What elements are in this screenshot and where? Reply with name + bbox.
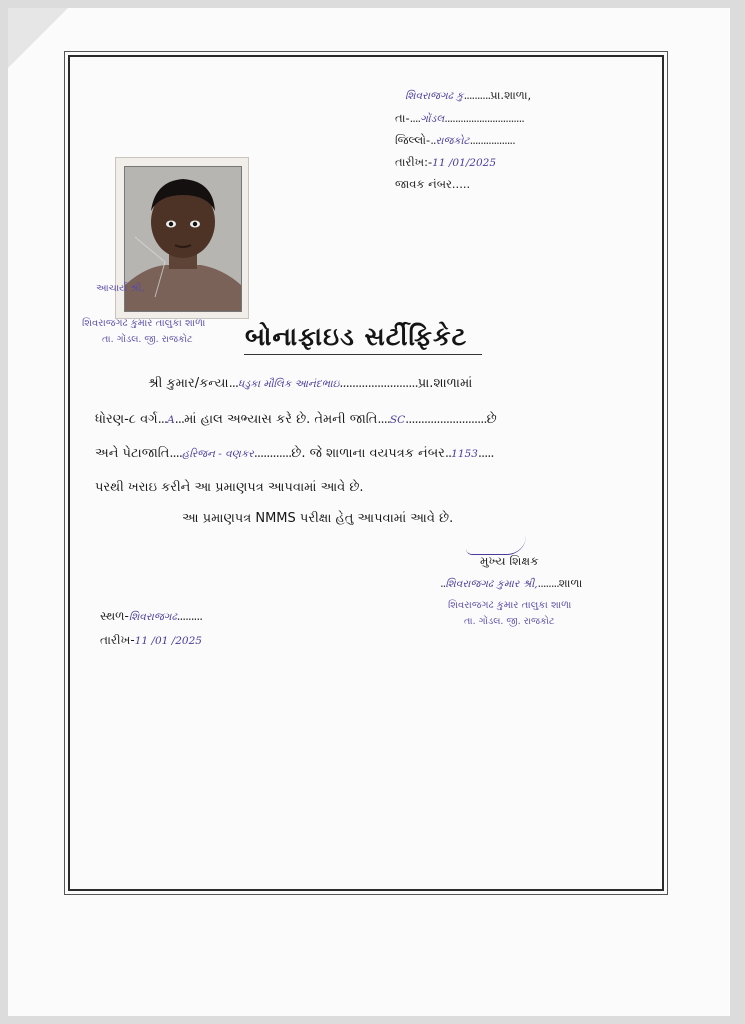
header-date-line bbox=[395, 155, 496, 170]
body-line-2: ધોરણ-૮ વર્ગ...A...માં હાલ અભ્યાસ કરે છે. તેમની જાતિ....SC..........................છે bbox=[95, 412, 497, 427]
signature-stamp-line1: શિવરાજગઢ કુમાર તાલુકા શાળા bbox=[448, 600, 572, 611]
body-l3-mid: છે. જે શાળાના વયપત્રક નંબર bbox=[291, 446, 445, 461]
signature-stamp-line2: તા. ગોંડલ. જી. રાજકોટ bbox=[464, 616, 555, 627]
footer-date-handwritten: 11 /01 /2025 bbox=[134, 635, 202, 647]
header-school-handwritten: શિવરાજગઢ કુ bbox=[405, 90, 464, 102]
body-line-1: શ્રી કુમાર/કન્યા...ધડુકા મૌલિક આનંદભાઇ.........................પ્રા.શાળામાં bbox=[148, 376, 473, 391]
header-district-line: જિલ્લો-..રાજકોટ................. bbox=[395, 133, 515, 147]
head-teacher-title: મુખ્ય શિક્ષક bbox=[480, 554, 539, 568]
photo-sign-text: આચાર્ય શ્રી, bbox=[96, 283, 145, 294]
photo-signature bbox=[96, 283, 145, 294]
student-name-handwritten: ધડુકા મૌલિક આનંદભાઇ bbox=[238, 378, 340, 390]
certificate-title: બોનાફાઇડ સર્ટીફિકેટ bbox=[245, 322, 468, 351]
header-taluka-label: તા- bbox=[395, 111, 410, 125]
signature-school-suffix: શાળા bbox=[558, 576, 583, 590]
footer-place-handwritten: શિવરાજગઢ bbox=[128, 611, 177, 623]
footer-place-line: સ્થળ-શિવરાજગઢ......... bbox=[100, 609, 203, 623]
header-district-handwritten: રાજકોટ bbox=[435, 135, 470, 147]
body-l3-prefix: અને પેટાજાતિ bbox=[95, 446, 170, 461]
header-taluka-line: તા-....ગોંડલ.............................. bbox=[395, 111, 524, 125]
title-underline bbox=[244, 354, 482, 355]
body-line-3: અને પેટાજાતિ....હરિજન - વણકર............છે. જે શાળાના વયપત્રક નંબર..1153..... bbox=[95, 446, 494, 461]
body-l2-mid: માં હાલ અભ્યાસ કરે છે. તેમની જાતિ bbox=[184, 412, 378, 427]
scan-shadow bbox=[8, 8, 68, 68]
student-photo bbox=[115, 157, 249, 319]
caste-handwritten: SC bbox=[389, 414, 406, 426]
header-date-handwritten: 11 /01/2025 bbox=[432, 157, 497, 169]
footer-date-line bbox=[100, 633, 202, 648]
footer-place-label: સ્થળ- bbox=[100, 609, 129, 623]
header-outward-number: જાવક નંબર..... bbox=[395, 177, 471, 191]
header-taluka-handwritten: ગોંડલ bbox=[420, 113, 445, 125]
header-school-line: શિવરાજગઢ કુ..........પ્રા.શાળા, bbox=[405, 88, 532, 102]
body-line-4: પરથી ખરાઇ કરીને આ પ્રમાણપત્ર આપવામાં આવે છે. bbox=[95, 480, 364, 495]
header-district-label: જિલ્લો- bbox=[395, 133, 431, 147]
photo-stamp-line1: શિવરાજગઢ કુમાર તાલુકા શાળા bbox=[82, 318, 206, 329]
body-l2-suffix: છે bbox=[486, 412, 497, 427]
body-l1-prefix: શ્રી કુમાર/કન્યા bbox=[148, 376, 229, 391]
signature-school-handwritten: શિવરાજગઢ કુમાર શ્રી, bbox=[445, 578, 538, 590]
header-date-label: તારીખ:- bbox=[395, 155, 433, 169]
division-handwritten: A bbox=[167, 414, 175, 426]
subcaste-handwritten: હરિજન - વણકર bbox=[181, 448, 254, 460]
head-teacher-signature bbox=[466, 536, 526, 555]
footer-date-label: તારીખ- bbox=[100, 633, 135, 647]
register-number-handwritten: 1153 bbox=[451, 448, 478, 460]
signature-school-line: ..શિવરાજગઢ કુમાર શ્રી,........શાળા bbox=[440, 576, 583, 590]
body-l2-prefix: ધોરણ-૮ વર્ગ bbox=[95, 412, 158, 427]
body-line-5: આ પ્રમાણપત્ર NMMS પરીક્ષા હેતુ આપવામાં આવે છે. bbox=[182, 511, 454, 526]
photo-stamp-line2: તા. ગોંડલ. જી. રાજકોટ bbox=[102, 334, 193, 345]
body-l1-suffix: પ્રા.શાળામાં bbox=[417, 376, 473, 391]
header-school-suffix: પ્રા.શાળા, bbox=[490, 88, 532, 102]
